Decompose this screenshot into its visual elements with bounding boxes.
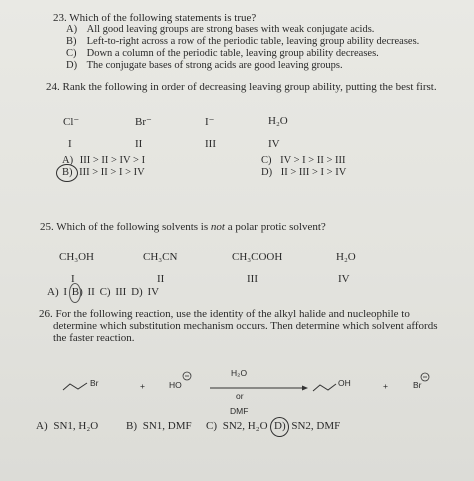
option-text: Down a column of the periodic table, leaving group ability decreases. bbox=[86, 48, 379, 59]
q26-stem-line2: determine which substitution mechanism occurs. Then determine which solvent affords bbox=[53, 320, 438, 332]
nucleophile-hydroxide: HO bbox=[169, 380, 182, 390]
q25-solvent-1: CH₃OH bbox=[59, 251, 95, 263]
q26-stem-line3: the faster reaction. bbox=[53, 332, 135, 344]
answer-text: III > II > IV > I bbox=[79, 155, 146, 166]
q26-answer-b[interactable] bbox=[126, 420, 192, 432]
answer-label: B) bbox=[62, 167, 73, 178]
q26-answer-a[interactable] bbox=[36, 420, 98, 432]
option-text: Left-to-right across a row of the periodic table, leaving group ability decreases. bbox=[86, 36, 420, 47]
q24-numeral-3: III bbox=[205, 138, 216, 150]
q25-stem-post: a polar protic solvent? bbox=[224, 221, 326, 233]
option-label: D) bbox=[66, 60, 78, 71]
bromide-ion: Br bbox=[413, 380, 422, 390]
q24-numeral-4: IV bbox=[268, 138, 280, 150]
option-text: All good leaving groups are strong bases with weak conjugate acids. bbox=[86, 24, 375, 35]
q25-numeral-4: IV bbox=[338, 273, 350, 285]
answer-circle-mark bbox=[270, 417, 289, 437]
solvent-dmf: DMF bbox=[230, 406, 249, 416]
or-text: or bbox=[236, 391, 244, 401]
reaction-arrow-head bbox=[302, 386, 308, 391]
option-label: C) bbox=[66, 48, 77, 59]
q25-numeral-1: I bbox=[71, 273, 75, 285]
alkyl-chain-reactant bbox=[63, 383, 87, 390]
answer-text: IV > I > II > III bbox=[280, 155, 346, 166]
answer-text: II > III > I > IV bbox=[280, 167, 347, 178]
q25-solvent-4: H₂O bbox=[336, 251, 356, 263]
answer-text: SN2, DMF bbox=[291, 420, 341, 432]
q25-answers[interactable]: A) I B) II C) III D) IV bbox=[47, 286, 160, 298]
option-label: B) bbox=[66, 36, 77, 47]
alkyl-chain-product bbox=[313, 384, 336, 391]
q25-solvent-2: CH₃CN bbox=[143, 251, 178, 263]
answer-label: D) bbox=[261, 167, 273, 178]
q23-stem: 23. Which of the following statements is true? bbox=[53, 12, 257, 24]
solvent-water: H₂O bbox=[231, 368, 248, 378]
answer-text: SN1, H₂O bbox=[53, 420, 99, 432]
reactant-bromine: Br bbox=[90, 378, 99, 388]
answer-text: III > II > I > IV bbox=[79, 167, 145, 178]
q24-numeral-2: II bbox=[135, 138, 143, 150]
q26-answer-c[interactable] bbox=[206, 420, 268, 432]
plus-sign: + bbox=[140, 381, 145, 391]
option-text: The conjugate bases of strong acids are good leaving groups. bbox=[86, 60, 343, 71]
answer-label: A) bbox=[36, 420, 48, 432]
q25-numeral-3: III bbox=[247, 273, 258, 285]
answer-label: D) bbox=[274, 420, 286, 432]
plus-sign: + bbox=[383, 381, 388, 391]
q24-species-br: Br⁻ bbox=[135, 116, 152, 128]
answer-text: SN2, H₂O bbox=[222, 420, 268, 432]
q24-species-i: I⁻ bbox=[205, 116, 215, 128]
product-hydroxyl: OH bbox=[338, 378, 351, 388]
q25-stem-emphasis: not bbox=[210, 221, 225, 233]
q24-species-h2o: H₂O bbox=[268, 115, 288, 127]
q24-stem: 24. Rank the following in order of decreasing leaving group ability, putting the best first. bbox=[46, 81, 437, 93]
answer-label: B) bbox=[126, 420, 137, 432]
q26-stem-line1: 26. For the following reaction, use the identity of the alkyl halide and nucleophile to bbox=[39, 308, 410, 320]
answer-label: C) bbox=[206, 420, 217, 432]
q24-species-cl: Cl⁻ bbox=[63, 116, 80, 128]
q25-numeral-2: II bbox=[157, 273, 165, 285]
option-label: A) bbox=[66, 24, 78, 35]
answer-label: C) bbox=[261, 155, 272, 166]
q25-solvent-3: CH₃COOH bbox=[232, 251, 283, 263]
answer-text: SN1, DMF bbox=[142, 420, 192, 432]
answer-label: A) bbox=[62, 155, 74, 166]
q24-numeral-1: I bbox=[68, 138, 72, 150]
q25-stem-pre: 25. Which of the following solvents is bbox=[40, 221, 211, 233]
